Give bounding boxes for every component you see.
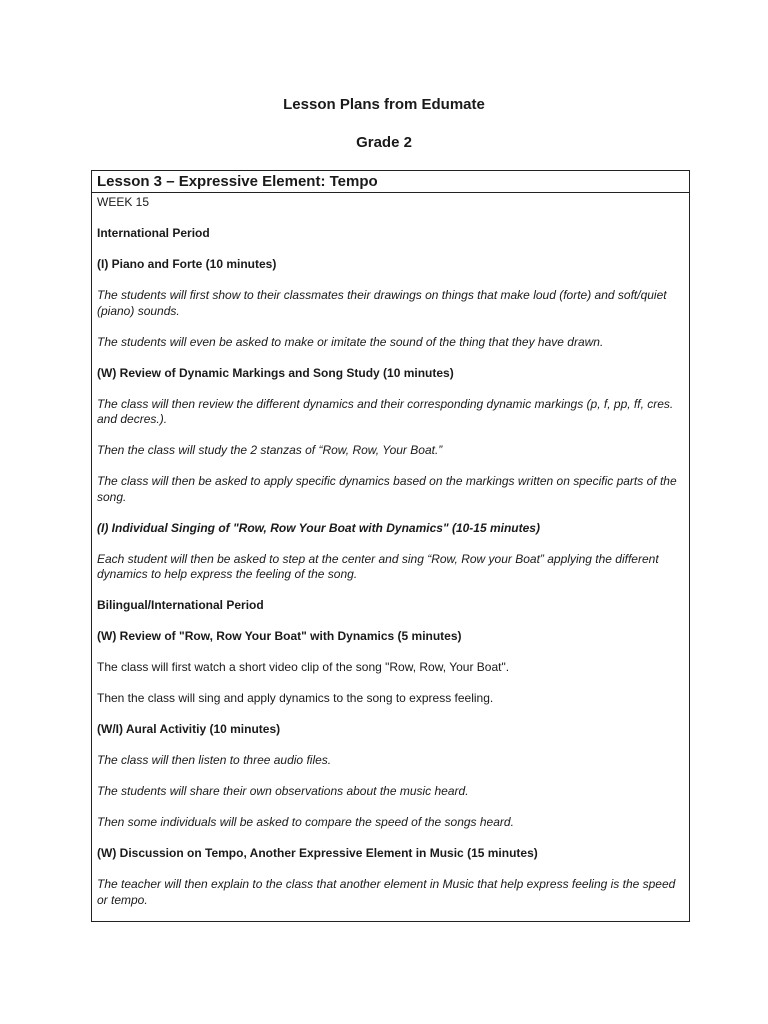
lesson-header: Lesson 3 – Expressive Element: Tempo xyxy=(92,171,689,193)
week-label: WEEK 15 xyxy=(97,195,150,209)
activity-heading: (I) Individual Singing of "Row, Row Your Boat with Dynamics" (10-15 minutes) xyxy=(97,520,540,535)
activity-description: The students will even be asked to make or imitate the sound of the thing that they have drawn. xyxy=(97,334,604,349)
activity-heading: (W) Discussion on Tempo, Another Expressive Element in Music (15 minutes) xyxy=(97,846,538,860)
activity-description: The students will first show to their classmates their drawings on things that make loud (forte) and soft/quiet (piano) sounds. xyxy=(97,288,667,318)
period-heading: International Period xyxy=(97,226,210,240)
activity-description: The class will then listen to three audio files. xyxy=(97,753,332,767)
activity-description: The teacher will then explain to the class that another element in Music that help express feeling is the speed or tempo. xyxy=(97,877,676,907)
activity-description: Then the class will study the 2 stanzas of “Row, Row, Your Boat.” xyxy=(97,443,443,457)
activity-description: Then some individuals will be asked to compare the speed of the songs heard. xyxy=(97,815,514,829)
activity-heading: (W/I) Aural Activitiy (10 minutes) xyxy=(97,722,281,736)
lesson-table xyxy=(91,170,690,922)
lesson-body xyxy=(92,193,689,908)
activity-description: Each student will then be asked to step at the center and sing “Row, Row your Boat” applying the different dynamics to help express the feeling of the song. xyxy=(97,551,659,581)
activity-description: Then the class will sing and apply dynamics to the song to express feeling. xyxy=(97,691,494,705)
activity-description: The class will first watch a short video clip of the song "Row, Row, Your Boat". xyxy=(97,660,510,674)
activity-heading: (I) Piano and Forte (10 minutes) xyxy=(97,257,277,271)
activity-description: The class will then be asked to apply specific dynamics based on the markings written on specific parts of the song. xyxy=(97,474,677,504)
activity-description: The class will then review the different dynamics and their corresponding dynamic markings (p, f, pp, ff, cres. and decres.). xyxy=(97,396,674,426)
activity-description: The students will share their own observations about the music heard. xyxy=(97,784,469,798)
activity-heading: (W) Review of "Row, Row Your Boat" with Dynamics (5 minutes) xyxy=(97,629,462,643)
document-grade: Grade 2 xyxy=(356,134,412,151)
document-title: Lesson Plans from Edumate xyxy=(283,96,485,113)
period-heading: Bilingual/International Period xyxy=(97,598,264,612)
activity-heading: (W) Review of Dynamic Markings and Song Study (10 minutes) xyxy=(97,365,454,380)
